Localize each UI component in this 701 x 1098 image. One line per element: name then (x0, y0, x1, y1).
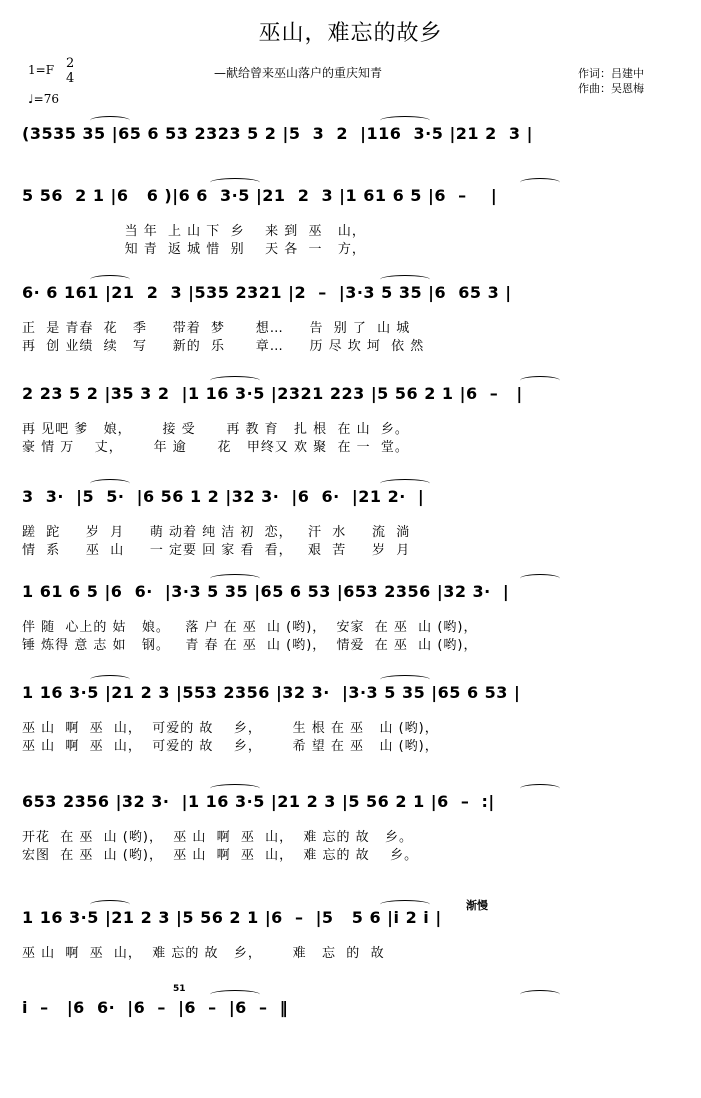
time-top: 2 (66, 56, 75, 71)
slur (380, 479, 430, 488)
page-title: 巫山，难忘的故乡 (258, 21, 443, 46)
score-system (0, 998, 701, 1098)
page-subtitle: —献给曾来巫山落户的重庆知青 (214, 66, 383, 80)
slur (520, 178, 560, 187)
slur (380, 900, 430, 909)
slur (90, 900, 130, 909)
lyric-verse-1: 开花 在 巫 山 (哟)， 巫 山 啊 巫 山， 难 忘的 故 乡。 (22, 830, 414, 845)
time-bottom: 4 (66, 71, 75, 86)
slur (380, 675, 430, 684)
credits (578, 66, 644, 96)
slur (520, 574, 560, 583)
score-system (0, 186, 701, 286)
jianpu-notes: 2 23 5 2 |35 3 2 |1 16 3·5 |2321 223 |5 56 2 1 |6 – | (22, 384, 523, 403)
jianpu-notes: 1 16 3·5 |21 2 3 |5 56 2 1 |6 – |5 5 6 |i 2 i | (22, 908, 442, 927)
slur (210, 784, 260, 793)
score-system (0, 283, 701, 383)
slur (520, 990, 560, 999)
jianpu-notes: i – |6 6· |6 – |6 – |6 – ‖ (22, 998, 289, 1017)
score-system (0, 582, 701, 682)
jianpu-notes: 6· 6 161 |21 2 3 |535 2321 |2 – |3·3 5 35 |6 65 3 | (22, 283, 512, 302)
slur (90, 116, 130, 125)
lyric-verse-2: 巫 山 啊 巫 山， 可爱的 故 乡， 希 望 在 巫 山 (哟)， (22, 739, 439, 754)
time-signature (66, 56, 74, 86)
lyric-verse-2: 再 创 业绩 续 写 新的 乐 章… 历 尽 坎 坷 依 然 (22, 339, 425, 354)
score-system (0, 683, 701, 783)
ritardando-mark: 渐慢 (466, 899, 488, 912)
lyric-verse-2: 豪 情 万 丈， 年 逾 花 甲终又 欢 聚 在 一 堂。 (22, 440, 409, 455)
lyric-verse-1: 当 年 上 山 下 乡 来 到 巫 山， (22, 224, 366, 239)
lyric-verse-1: 巫 山 啊 巫 山， 难 忘的 故 乡， 难 忘 的 故 (22, 946, 385, 961)
jianpu-notes: 653 2356 |32 3· |1 16 3·5 |21 2 3 |5 56 2 1 |6 – :| (22, 792, 495, 811)
lyric-verse-1: 巫 山 啊 巫 山， 可爱的 故 乡， 生 根 在 巫 山 (哟)， (22, 721, 439, 736)
slur (520, 784, 560, 793)
score-system (0, 384, 701, 484)
slur (210, 574, 260, 583)
lyric-verse-2: 情 系 巫 山 一 定要 回 家 看 看， 艰 苦 岁 月 (22, 543, 411, 558)
lyric-verse-1: 伴 随 心上的 姑 娘。 落 户 在 巫 山 (哟)， 安家 在 巫 山 (哟)， (22, 620, 478, 635)
slur (210, 376, 260, 385)
jianpu-notes: 1 61 6 5 |6 6· |3·3 5 35 |65 6 53 |653 2356 |32 3· | (22, 582, 510, 601)
key-signature: 1=F (28, 63, 55, 77)
jianpu-notes: 1 16 3·5 |21 2 3 |553 2356 |32 3· |3·3 5 35 |65 6 53 | (22, 683, 521, 702)
jianpu-notes: (3535 35 |65 6 53 2323 5 2 |5 3 2 |116 3·5 |21 2 3 | (22, 124, 533, 143)
lyricist: 作词：吕建中 (578, 67, 644, 80)
slur (210, 990, 260, 999)
score-system (0, 792, 701, 892)
lyric-verse-1: 再 见吧 爹 娘， 接 受 再 教 育 扎 根 在 山 乡。 (22, 422, 409, 437)
slur (520, 376, 560, 385)
slur (90, 275, 130, 284)
slur (380, 275, 430, 284)
jianpu-notes: 5 56 2 1 |6 6 )|6 6 3·5 |21 2 3 |1 61 6 5 |6 – | (22, 186, 498, 205)
lyric-verse-1: 正 是 青春 花 季 带着 梦 想… 告 别 了 山 城 (22, 321, 411, 336)
lyric-verse-2: 宏图 在 巫 山 (哟)， 巫 山 啊 巫 山， 难 忘的 故 乡。 (22, 848, 419, 863)
score-system (0, 908, 701, 1008)
composer: 作曲：吴恩梅 (578, 82, 644, 95)
slur (380, 116, 430, 125)
slur (210, 178, 260, 187)
slur (90, 675, 130, 684)
lyric-verse-1: 蹉 跎 岁 月 萌 动着 纯 洁 初 恋， 汗 水 流 淌 (22, 525, 411, 540)
grace-note-mark: 51 (173, 984, 186, 994)
score-system (0, 487, 701, 587)
lyric-verse-2: 锤 炼得 意 志 如 钢。 青 春 在 巫 山 (哟)， 情爱 在 巫 山 (哟)， (22, 638, 478, 653)
lyric-verse-2: 知 青 返 城 惜 别 天 各 一 方， (22, 242, 366, 257)
jianpu-notes: 3 3· |5 5· |6 56 1 2 |32 3· |6 6· |21 2· | (22, 487, 425, 506)
slur (90, 479, 130, 488)
tempo-mark: ♩=76 (28, 92, 59, 106)
